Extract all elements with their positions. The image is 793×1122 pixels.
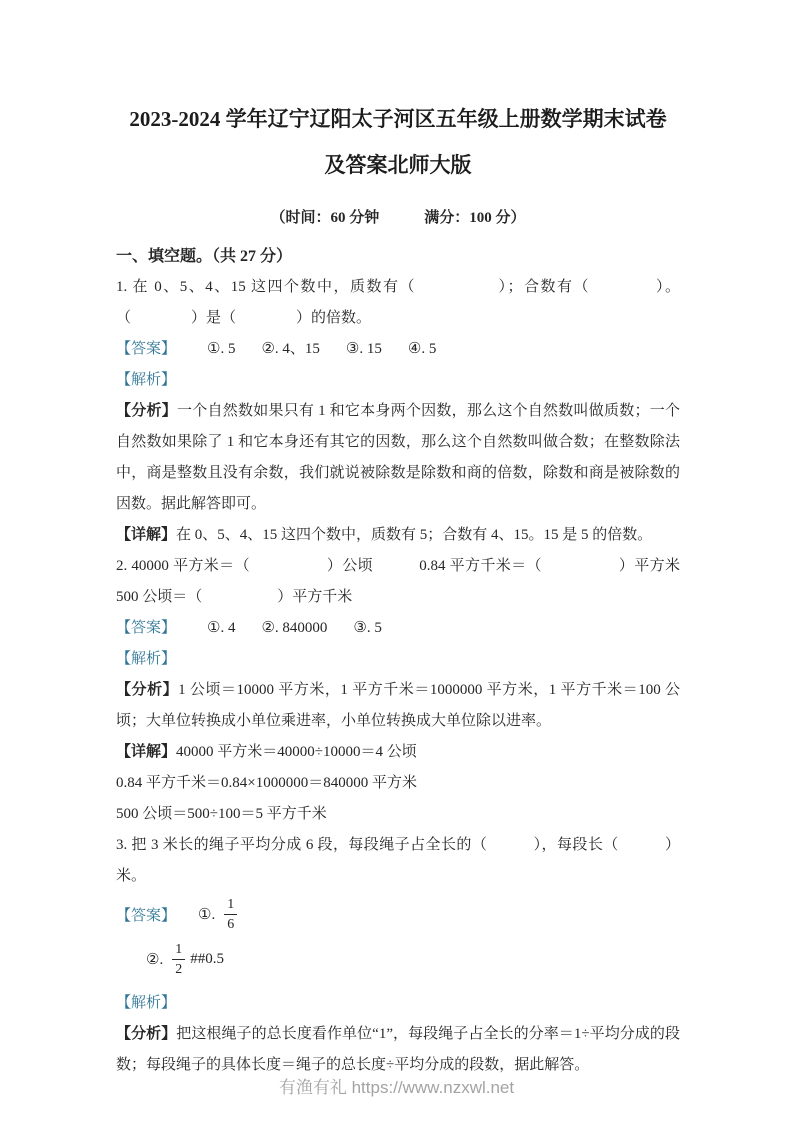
footer-watermark: 有渔有礼 https://www.nzxwl.net [278, 1078, 515, 1097]
fenxi-text: 一个自然数如果只有 1 和它本身两个因数，那么这个自然数叫做质数；一个自然数如果除了 1 和它本身还有其它的因数，那么这个自然数叫做合数；在整数除法中，商是整数且没有余数，我们就说被除数是除数和商的倍数，除数和商是被除数的因数。据此解答即可。 [116, 403, 680, 512]
xiangjie-text: 在 0、5、4、15 这四个数中，质数有 5；合数有 4、15。15 是 5 的倍数。 [176, 527, 653, 543]
answer-item: ④. 5 [407, 341, 437, 357]
answer-item-label: ①. [198, 907, 216, 923]
jiexi-label: 【解析】 [116, 372, 177, 388]
question-2-jiexi-row [116, 644, 680, 675]
answer-item: ①. 5 [207, 341, 236, 357]
fraction-numerator: 1 [172, 941, 185, 961]
jiexi-label: 【解析】 [116, 995, 177, 1011]
question-3-text: 3. 把 3 米长的绳子平均分成 6 段，每段绳子占全长的（ ），每段长（ ）米。 [116, 837, 680, 884]
answer-item-label: ②. [146, 952, 164, 968]
fraction-numerator: 1 [224, 896, 237, 916]
xiangjie-label: 【详解】 [116, 527, 177, 543]
answer-item: ③. 15 [345, 341, 382, 357]
jiexi-label: 【解析】 [116, 651, 177, 667]
question-2-xiangjie-line2: 0.84 平方千米＝0.84×1000000＝840000 平方米 [116, 775, 417, 791]
fenxi-label: 【分析】 [116, 682, 179, 698]
fraction-one-sixth [224, 896, 237, 934]
page-title-line2: 及答案北师大版 [324, 153, 472, 177]
question-2-answer-row [116, 613, 680, 644]
exam-time-score-info: （时间：60 分钟 满分：100 分） [270, 210, 526, 226]
answer-item: ③. 5 [353, 620, 382, 636]
question-3-fenxi [116, 1019, 680, 1081]
fenxi-text: 1 公顷＝10000 平方米，1 平方千米＝1000000 平方米，1 平方千米＝100 公顷；大单位转换成小单位乘进率，小单位转换成大单位除以进率。 [116, 682, 680, 729]
answer-label: 【答案】 [116, 908, 177, 924]
fraction-one-half [172, 941, 185, 979]
answer-item: ②. 4、15 [261, 341, 320, 357]
fenxi-text: 把这根绳子的总长度看作单位“1”，每段绳子占全长的分率＝1÷平均分成的段数；每段绳子的具体长度＝绳子的总长度÷平均分成的段数，据此解答。 [116, 1026, 680, 1073]
fenxi-label: 【分析】 [116, 403, 177, 419]
question-2-xiangjie [116, 737, 680, 768]
question-1-text: 1. 在 0、5、4、15 这四个数中，质数有（ ）；合数有（ ）。（ ）是（ ）的倍数。 [116, 279, 680, 326]
question-2-text: 2. 40000 平方米＝（ ）公顷 0.84 平方千米＝（ ）平方米 500 公顷＝（ ）平方千米 [116, 558, 680, 605]
section-heading-fill-in-blanks: 一、填空题。（共 27 分） [116, 248, 293, 265]
fenxi-label: 【分析】 [116, 1026, 177, 1042]
answer-item-suffix: ##0.5 [190, 951, 224, 967]
question-3-answer-row-2 [116, 937, 680, 982]
fraction-denominator: 6 [227, 917, 235, 932]
answer-item: ①. 4 [207, 620, 236, 636]
answer-label: 【答案】 [116, 341, 177, 357]
fraction-denominator: 2 [175, 962, 183, 977]
answer-label: 【答案】 [116, 620, 177, 636]
xiangjie-text: 40000 平方米＝40000÷10000＝4 公顷 [176, 744, 417, 760]
page-title-line1: 2023-2024 学年辽宁辽阳太子河区五年级上册数学期末试卷 [129, 107, 667, 131]
question-3-answer-row-1 [116, 892, 680, 937]
question-2-fenxi [116, 675, 680, 737]
question-1-xiangjie [116, 520, 680, 551]
question-1-answer-row [116, 334, 680, 365]
question-1-jiexi-row [116, 365, 680, 396]
answer-item: ②. 840000 [261, 620, 328, 636]
question-2-xiangjie-line3: 500 公顷＝500÷100＝5 平方千米 [116, 806, 327, 822]
xiangjie-label: 【详解】 [116, 744, 177, 760]
question-3-jiexi-row [116, 988, 680, 1019]
question-1-fenxi [116, 396, 680, 520]
